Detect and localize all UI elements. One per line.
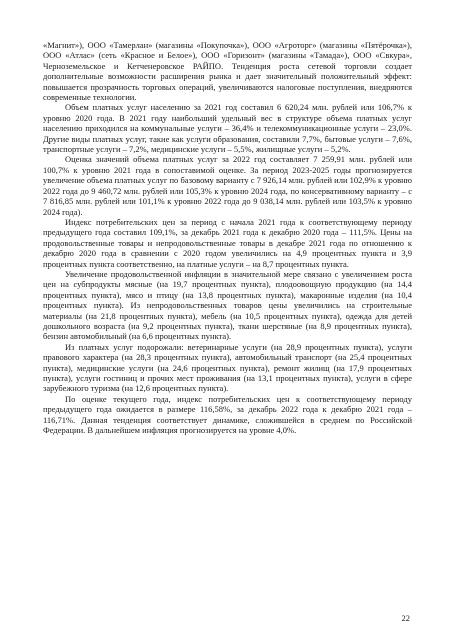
paragraph-consumer-price-index: Индекс потребительских цен за период с начала 2021 года к соответствующему периоду предыдущего года составил 109,1%, за декабрь 2021 года к декабрю 2020 года – 111,5%. Цены на продовольственные товары и непродовольственные товары в декабре 2021 года по отношению к декабрю 2020 года в сравнении с 2020 годом увеличились на 4,9 процентных пункта и 3,9 процентных пункта соответственно, на платные услуги – на 8,7 процентных пункта. [43,216,412,269]
page-number: 22 [401,613,410,623]
paragraph-retail-chains: «Магнит»), ООО «Тамерлан» (магазины «Покупочка»), ООО «Агроторг» (магазины «Пятёрочка»), ООО «Атлас» (сеть «Красное и Белое»), ООО «Горизонт» (магазины «Тамада»), ООО «Свкура», Черноземельское и Кетченеровское РАЙПО. Тенденция роста сетевой торговли создает дополнительные возможности расширения рынка и дает значительный положительный эффект: повышается прозрачность торговых операций, увеличиваются налоговые поступления, внедряются современные технологии. [43,40,412,103]
paragraph-paid-services-2021: Объем платных услуг населению за 2021 год составил 6 620,24 млн. рублей или 106,7% к уровню 2020 года. В 2021 году наибольший удельный вес в структуре объема платных услуг населению приходился на коммунальные услуги – 36,4% и телекоммуникационные услуги – 23,0%. Другие виды платных услуг, такие как услуги образования, составили 7,7%, бытовые услуги – 7,6%, транспортные услуги – 7,2%, медицинские услуги – 5,5%, жилищные услуги – 5,2%. [43,102,412,155]
paragraph-food-inflation: Увеличение продовольственной инфляции в значительной мере связано с увеличением роста цен на субпродукты мясные (на 19,7 процентных пункта), плодоовощную продукцию (на 14,4 процентных пункта), мясо и птицу (на 13,8 процентных пункта), макаронные изделия (на 10,4 процентных пункта). Из непродовольственных товаров цены увеличились на строительные материалы (на 21,8 процентных пункта), мебель (на 10,5 процентных пункта), одежда для детей дошкольного возраста (на 9,2 процентных пункта), ткани шерстяные (на 8,9 процентных пункта), бензин автомобильный (на 6,6 процентных пункта). [43,268,412,342]
paragraph-paid-services-prices: Из платных услуг подорожали: ветеринарные услуги (на 28,9 процентных пункта), услуги правового характера (на 28,3 процентных пункта), автомобильный транспорт (на 25,4 процентных пункта), медицинские услуги (на 24,6 процентных пункта), ремонт жилищ (на 17,9 процентных пункта), услуги гостиниц и прочих мест проживания (на 13,1 процентных пункта), услуги в сфере зарубежного туризма (на 12,6 процентных пункта). [43,341,412,394]
paragraph-cpi-estimate: По оценке текущего года, индекс потребительских цен к соответствующему периоду предыдущего года ожидается в размере 116,58%, за декабрь 2022 года к декабрю 2021 года – 116,71%. Данная тенденция соответствует динамике, сложившейся в среднем по Российской Федерации. В дальнейшем инфляция прогнозируется на уровне 4,0%. [43,393,412,436]
document-body [43,40,412,435]
paragraph-paid-services-forecast: Оценка значений объема платных услуг за 2022 год составляет 7 259,91 млн. рублей или 100,7% к уровню 2021 года в сопоставимой оценке. За период 2023-2025 годы прогнозируется увеличение объема платных услуг по базовому варианту с 7 926,14 млн. рублей или 102,9% к уровню 2022 года до 9 460,72 млн. рублей или 105,3% к уровню 2024 года, по консервативному варианту – с 7 816,85 млн. рублей или 101,1% к уровню 2022 года до 9 038,14 млн. рублей или 103,5% к уровню 2024 года). [43,154,412,217]
